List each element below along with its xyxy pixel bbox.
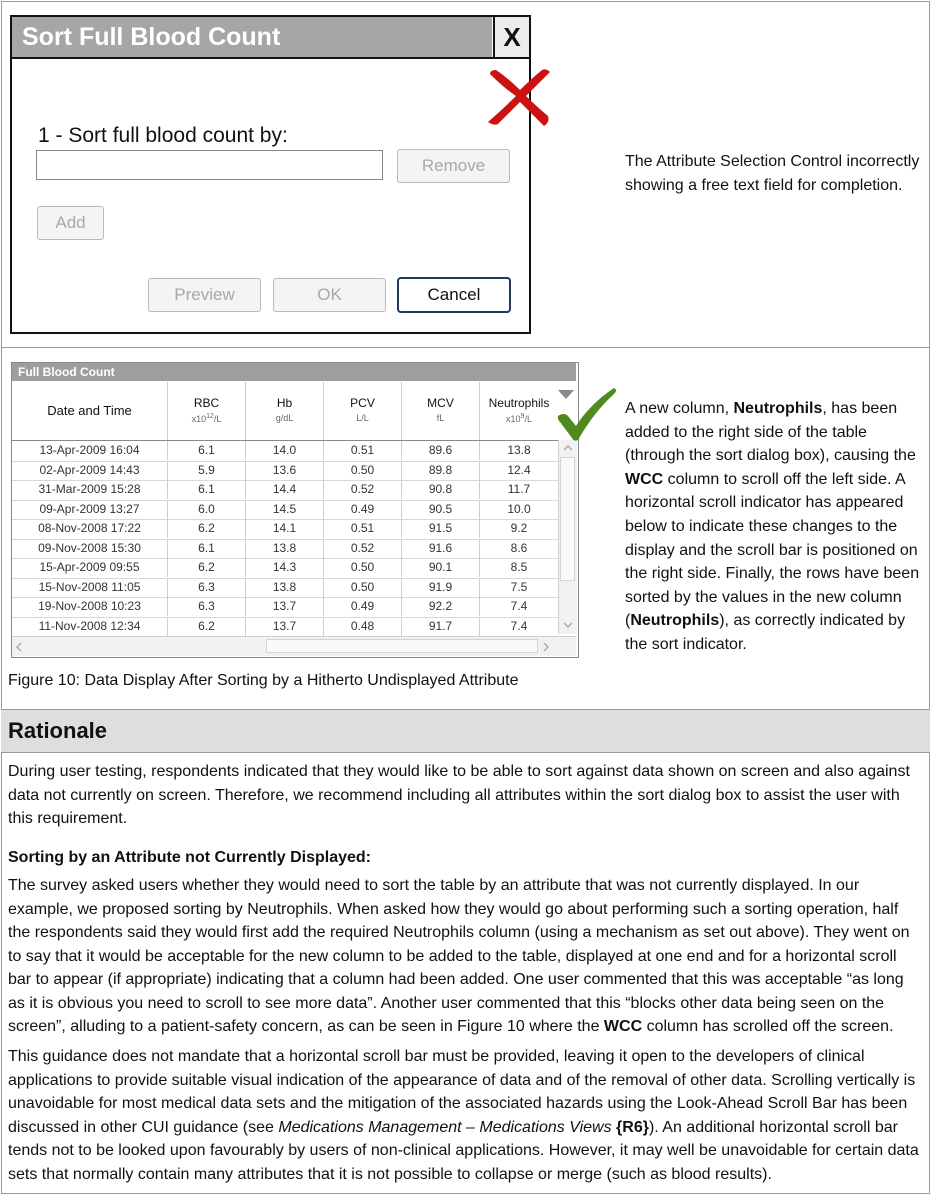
header-label: RBC [193,396,220,410]
table-cell: 8.6 [510,540,528,555]
table-cell: 13.7 [246,597,324,616]
para-italic: Medications Management – Medications Views [278,1118,612,1136]
table-cell: 6.0 [168,500,246,519]
figure-caption: Figure 10: Data Display After Sorting by a Hitherto Undisplayed Attribute [8,672,519,689]
table-cell: 6.1 [168,480,246,499]
titlebar-border [12,57,529,59]
table-cell: 0.51 [324,519,402,538]
note-bold: Neutrophils [630,612,720,630]
table-cell: 0.51 [324,441,402,460]
note-text: , has been added to the right side of the table (through the sort dialog box), causing the [625,400,916,465]
table-note [625,397,925,657]
table-cell: 13.8 [246,578,324,597]
header-unit: L/L [356,413,369,423]
table-cell: 9.2 [510,521,528,535]
table-cell: 6.2 [168,558,246,577]
header-unit: g/dL [275,413,294,423]
cell-date: 11-Nov-2008 12:34 [12,617,168,636]
table-cell: 14.3 [246,558,324,577]
cancel-button[interactable]: Cancel [397,277,511,313]
column-header-hb[interactable] [246,382,324,440]
table-cell: 91.7 [402,617,480,636]
table-cell: 0.50 [324,461,402,480]
table-cell: 6.3 [168,597,246,616]
cell-date: 08-Nov-2008 17:22 [12,519,168,538]
unit-main: x10 [191,414,207,424]
table-title: Full Blood Count [12,363,576,381]
table-cell: 90.5 [402,500,480,519]
blood-count-table [11,362,579,658]
table-cell: 0.52 [324,480,402,499]
rationale-paragraph-1: During user testing, respondents indicated that they would like to be able to sort against data shown on screen and also against data not currently on screen. Therefore, we recommend including all attributes within the sort dialog box to assist the user with this requirement. [8,763,910,827]
note-text: column to scroll off the left side. A horizontal scroll indicator has appeared below to indicate these changes to the display and the scroll bar is positioned on the right side. Finally, the rows have been sorted by the values in the new column ( [625,470,920,630]
rationale-paragraph-2 [8,874,923,1039]
rationale-subheading: Sorting by an Attribute not Currently Displayed: [8,849,371,866]
header-label: Neutrophils [488,396,550,410]
table-cell: 0.50 [324,558,402,577]
column-header-neutrophils[interactable] [480,382,558,440]
scroll-left-icon[interactable] [16,642,22,652]
column-header-pcv[interactable] [324,382,402,440]
unit-main: x10 [506,414,521,424]
dialog-title: Sort Full Blood Count [12,17,492,57]
table-cell: 0.52 [324,539,402,558]
header-unit [480,413,558,424]
remove-button[interactable]: Remove [397,149,510,183]
unit-exponent: 12 [206,413,214,420]
para-text: column has scrolled off the screen. [642,1018,894,1035]
rationale-header [1,709,930,753]
rationale-paragraph-3 [8,1045,923,1186]
para-text: ). An additional horizontal scroll bar tends not to be looked upon favourably by users of non-clinical applications. However, it may well be unavoidable for certain data sets that normally contain many attributes that it is not possible to collapse or merge (such as blood results). [8,1118,919,1183]
column-header-date[interactable]: Date and Time [12,382,168,440]
table-cell: 91.5 [402,519,480,538]
table-cell: 91.9 [402,578,480,597]
table-cell: 13.7 [246,617,324,636]
scroll-up-icon[interactable] [563,445,573,451]
table-cell: 13.8 [246,539,324,558]
add-button[interactable]: Add [37,206,104,240]
table-cell: 6.2 [168,617,246,636]
header-label: Hb [276,396,293,410]
horizontal-scrollbar[interactable] [12,636,576,656]
cell-date: 13-Apr-2009 16:04 [12,441,168,460]
cell-date: 09-Nov-2008 15:30 [12,539,168,558]
cell-date: 02-Apr-2009 14:43 [12,461,168,480]
header-label: PCV [350,396,375,410]
table-cell: 0.49 [324,500,402,519]
section-divider [1,347,930,348]
table-cell: 13.6 [246,461,324,480]
para-bold: WCC [603,1018,643,1035]
unit-tail: /L [213,414,222,424]
table-cell: 0.50 [324,578,402,597]
table-cell: 8.5 [510,560,528,574]
unit-tail: /L [524,414,532,424]
note-text: ), as correctly indicated by the sort indicator. [625,612,906,653]
cell-date: 09-Apr-2009 13:27 [12,500,168,519]
scroll-right-icon[interactable] [543,642,549,652]
para-text: This guidance does not mandate that a horizontal scroll bar must be provided, leaving it open to the developers of clinical applications to provide suitable visual indication of the appearance of data and of the removal of other data. Scrolling vertically is unavoidable for most medical data sets and the mitigation of the associated hazards using the Look-Ahead Scroll Bar has been discussed in other CUI guidance (see [8,1048,916,1136]
close-button[interactable]: X [493,17,529,57]
green-check-icon [556,386,618,442]
table-cell: 10.0 [507,501,531,516]
preview-button[interactable]: Preview [148,278,261,312]
table-cell: 91.6 [402,539,480,558]
sort-by-label: 1 - Sort full blood count by: [38,124,288,147]
header-unit [168,413,245,424]
table-cell: 6.1 [168,539,246,558]
table-cell: 6.1 [168,441,246,460]
table-cell: 6.3 [168,578,246,597]
table-cell: 0.48 [324,617,402,636]
table-cell: 14.5 [246,500,324,519]
table-cell: 92.2 [402,597,480,616]
cell-date: 19-Nov-2008 10:23 [12,597,168,616]
note-text: A new column, [625,400,734,417]
para-bold: {R6} [616,1118,649,1136]
table-cell: 0.49 [324,597,402,616]
table-cell: 90.8 [402,480,480,499]
column-header-mcv[interactable] [402,382,480,440]
column-header-rbc[interactable] [168,382,246,440]
table-cell: 89.6 [402,441,480,460]
table-cell: 7.4 [510,618,528,633]
table-cell: 5.9 [168,461,246,480]
cell-date: 31-Mar-2009 15:28 [12,480,168,499]
table-cell: 14.0 [246,441,324,460]
table-cell: 11.7 [507,482,531,496]
table-cell: 13.8 [507,443,531,457]
table-cell: 89.8 [402,461,480,480]
note-bold: WCC [625,470,664,488]
rationale-heading: Rationale [8,718,108,743]
scroll-down-icon[interactable] [563,622,573,628]
cell-date: 15-Nov-2008 11:05 [12,578,168,597]
red-cross-icon [484,66,552,128]
table-cell: 14.1 [246,519,324,538]
header-unit: fL [436,413,445,423]
para-text: The survey asked users whether they would need to sort the table by an attribute that was not currently displayed. In our example, we proposed sorting by Neutrophils. When asked how they would go about performing such a sorting operation, half the respondents said they would first add the required Neutrophils column (using a mechanism as set out above). They went on to say that it would be acceptable for the new column to be added to the table, displayed at one end and for a horizontal scroll bar to appear (if appropriate) indicating that a column had been added. One user commented that this was acceptable “as long as it is obvious you need to scroll to see more data”. Another user commented that this “blocks other data being seen on the screen”, alluding to a patient-safety concern, as can be seen in Figure 10 where the [8,877,910,1035]
vertical-scrollbar[interactable] [558,440,577,634]
table-cell: 7.5 [510,579,528,594]
table-cell: 14.4 [246,480,324,499]
sort-attribute-input[interactable] [36,150,383,180]
horizontal-scroll-thumb[interactable] [266,639,538,653]
cell-date: 15-Apr-2009 09:55 [12,558,168,577]
table-cell: 7.4 [510,599,528,613]
table-cell: 12.4 [507,462,531,477]
table-cell: 6.2 [168,519,246,538]
table-cell: 90.1 [402,558,480,577]
unit-exponent: 9 [520,413,525,420]
ok-button[interactable]: OK [273,278,386,312]
dialog-note: The Attribute Selection Control incorrectly showing a free text field for completion. [625,153,920,194]
sort-dialog [10,15,531,334]
vertical-scroll-thumb[interactable] [560,457,575,581]
header-label: MCV [427,396,454,410]
note-bold: Neutrophils [733,400,823,417]
